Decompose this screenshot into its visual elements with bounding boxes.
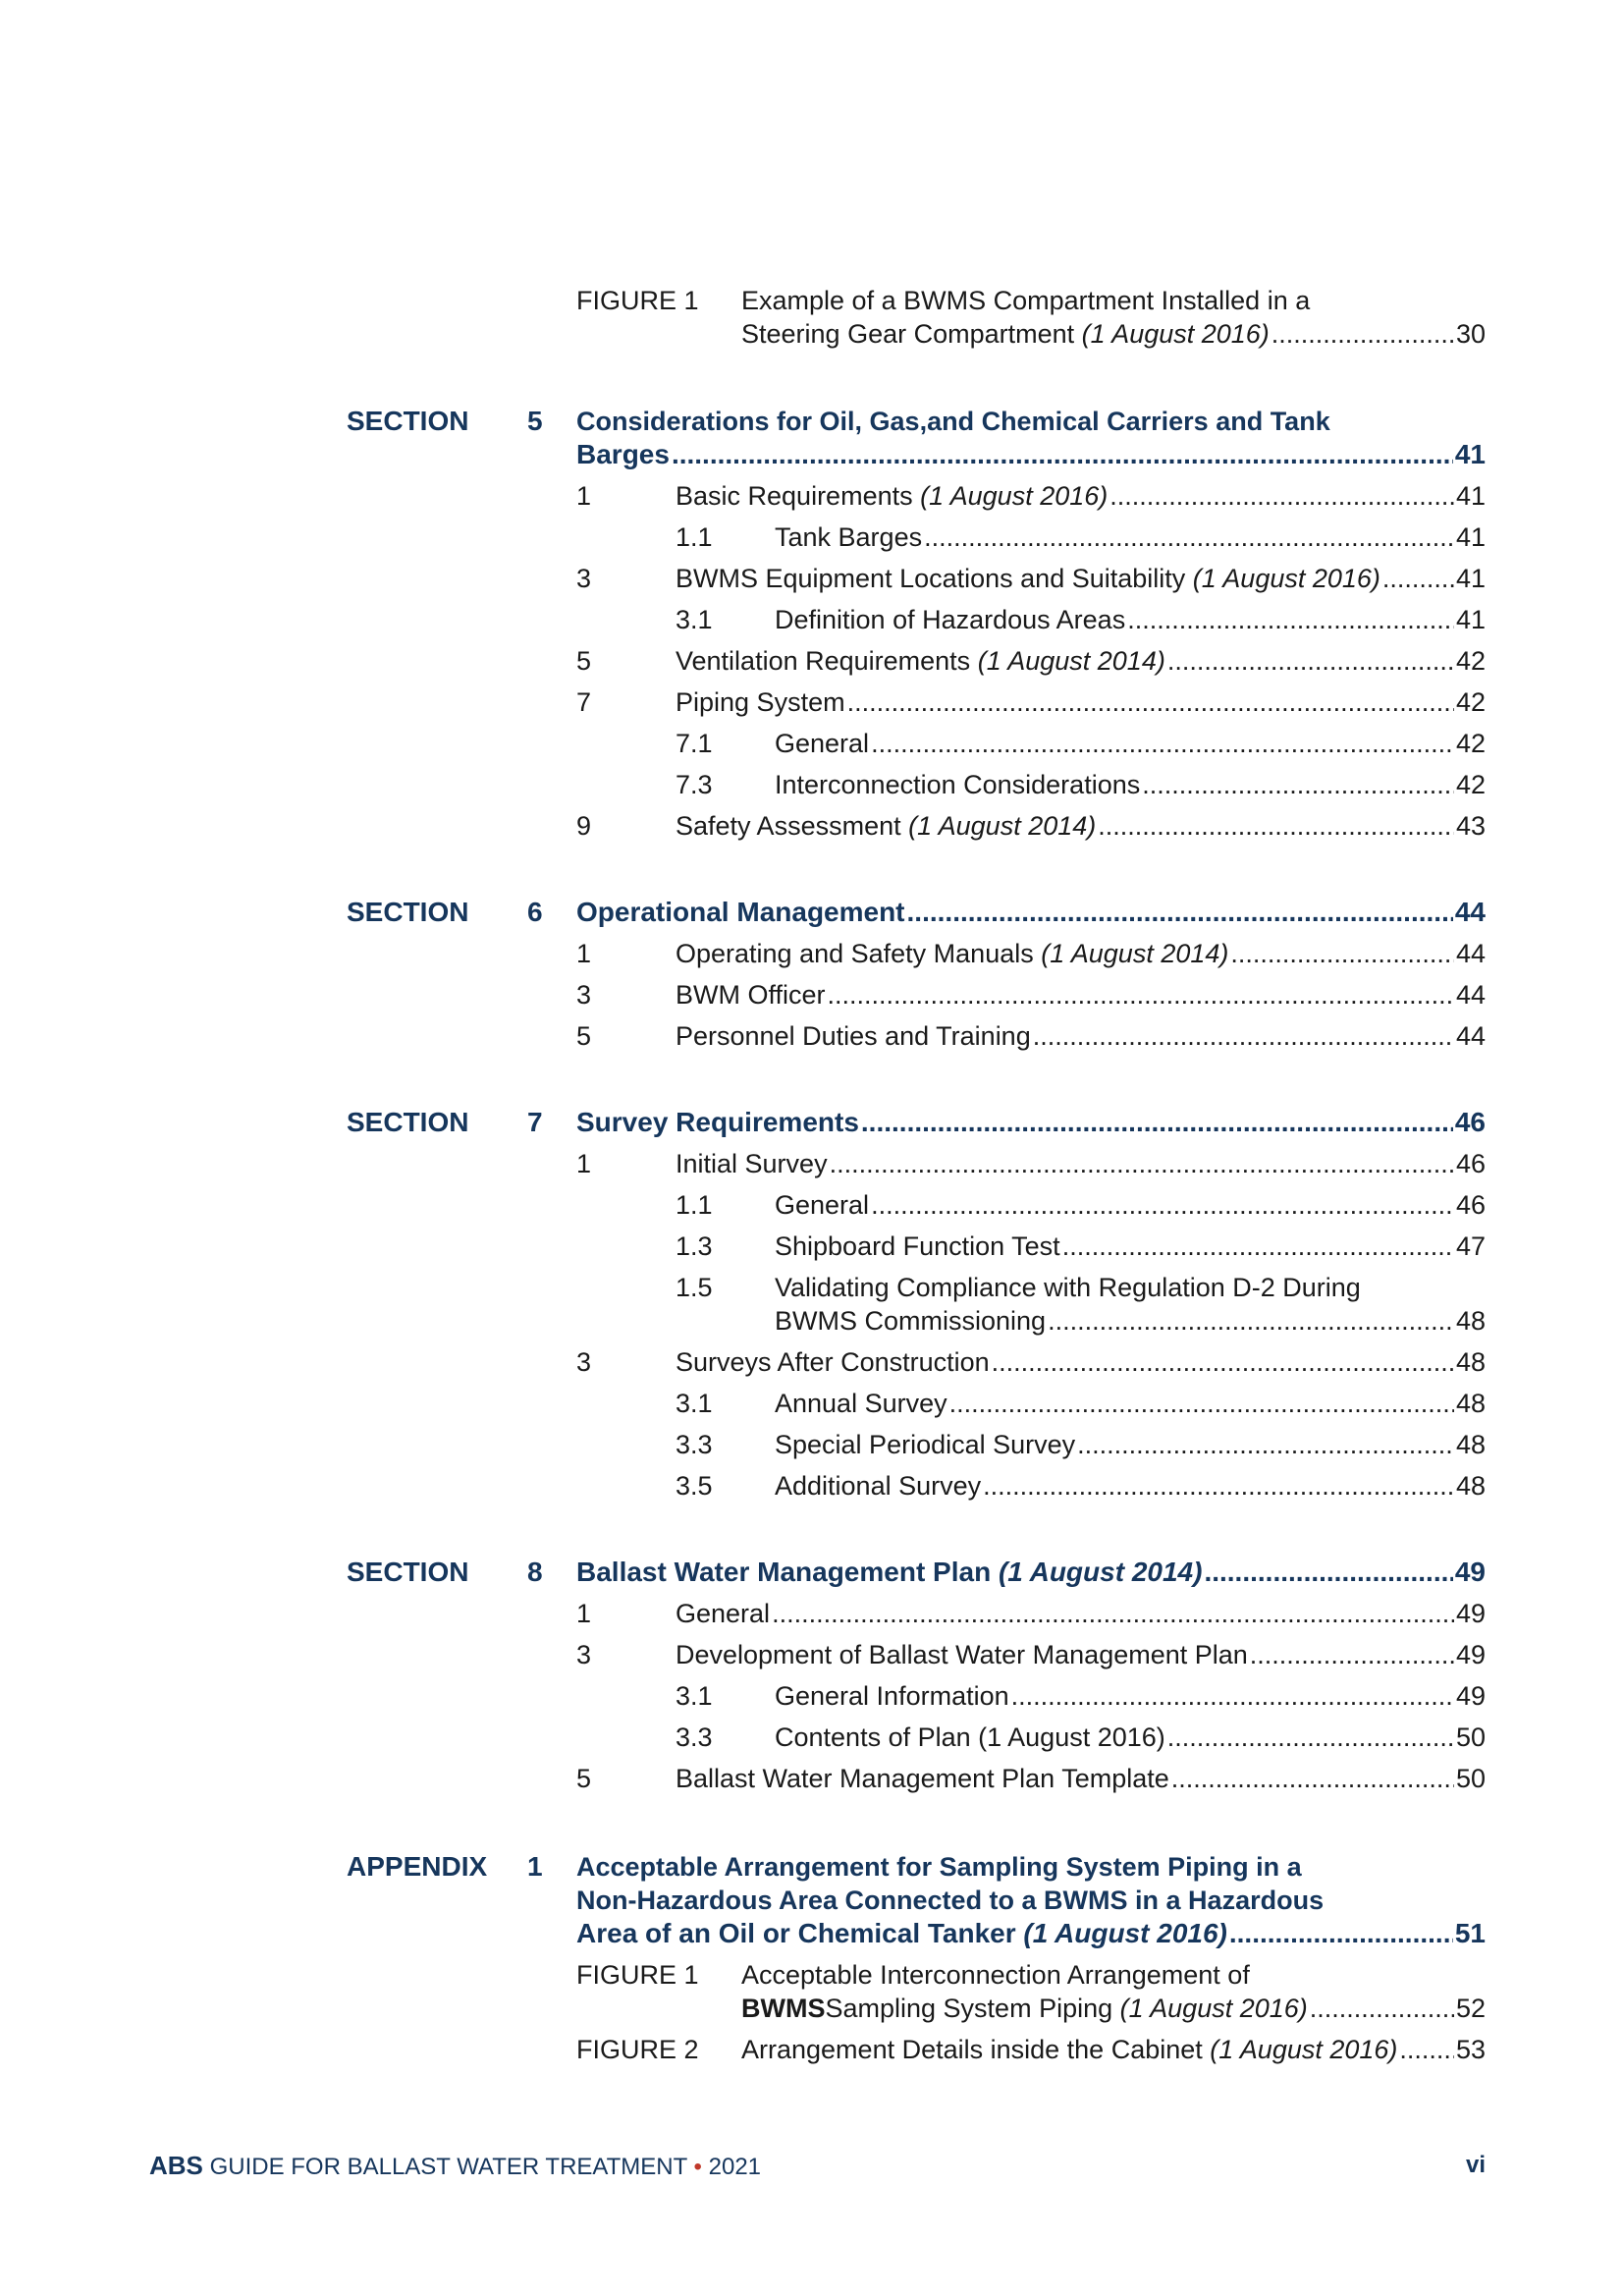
toc-entry-section-5[interactable] — [576, 438, 1486, 471]
entry-date: (1 August 2016) — [1081, 319, 1270, 349]
section-label: SECTION — [347, 406, 469, 436]
entry-date: (1 August 2016) — [920, 481, 1109, 511]
item-number: 3.1 — [676, 1389, 713, 1418]
entry-date: (1 August 2016) — [1210, 2035, 1398, 2064]
entry-text: Tank Barges — [775, 522, 923, 552]
leader-dots — [1250, 1638, 1454, 1671]
leader-dots — [1077, 1428, 1454, 1461]
entry-text: Ventilation Requirements — [676, 646, 971, 676]
item-number: 1.1 — [676, 522, 713, 552]
page-number: 44 — [1455, 980, 1486, 1010]
entry-text: Annual Survey — [775, 1389, 947, 1418]
item-number: 1 — [576, 1149, 592, 1178]
page-number: 49 — [1455, 1640, 1486, 1669]
page-number: 30 — [1455, 319, 1486, 349]
toc-entry-figure-1[interactable] — [741, 317, 1486, 351]
entry-text: BWMS Equipment Locations and Suitability — [676, 564, 1186, 593]
toc-entry[interactable] — [775, 1679, 1486, 1713]
appendix-title-line1: Acceptable Arrangement for Sampling System Piping in a — [576, 1852, 1302, 1882]
leader-dots — [1399, 2033, 1454, 2066]
page-number: 50 — [1455, 1722, 1486, 1752]
toc-entry[interactable] — [775, 1230, 1486, 1263]
page-number: 53 — [1455, 2035, 1486, 2064]
toc-entry[interactable] — [676, 685, 1486, 719]
page-number: 49 — [1454, 1557, 1486, 1587]
toc-entry-section-8[interactable] — [576, 1556, 1486, 1589]
item-number: 7.1 — [676, 729, 713, 758]
entry-text: Piping System — [676, 687, 845, 717]
item-number: 3.3 — [676, 1722, 713, 1752]
leader-dots — [1382, 562, 1454, 595]
leader-dots — [772, 1597, 1454, 1630]
section-label: SECTION — [347, 1107, 469, 1137]
toc-entry[interactable] — [775, 1721, 1486, 1754]
leader-dots — [1167, 644, 1454, 678]
toc-entry[interactable] — [775, 1428, 1486, 1461]
entry-text: General — [775, 729, 870, 758]
item-number: 3.3 — [676, 1430, 713, 1459]
toc-entry[interactable] — [775, 603, 1486, 636]
page-number: 43 — [1455, 811, 1486, 841]
entry-date: (1 August 2016) — [1192, 564, 1380, 593]
page-number: 48 — [1455, 1389, 1486, 1418]
page-number: 50 — [1455, 1764, 1486, 1793]
leader-dots — [672, 438, 1453, 471]
page-number: 48 — [1455, 1306, 1486, 1336]
leader-dots — [830, 1147, 1454, 1180]
page-number: 48 — [1455, 1471, 1486, 1501]
entry-text: Special Periodical Survey — [775, 1430, 1076, 1459]
leader-dots — [992, 1345, 1454, 1379]
entry-bold-text: BWMS — [741, 1994, 826, 2023]
page-number: 46 — [1455, 1149, 1486, 1178]
section-number: 8 — [527, 1557, 543, 1587]
entry-text: Sampling System Piping — [825, 1994, 1113, 2023]
item-number: 3.5 — [676, 1471, 713, 1501]
toc-entry[interactable] — [775, 768, 1486, 801]
section-label: SECTION — [347, 1557, 469, 1587]
item-number: 3.1 — [676, 1681, 713, 1711]
entry-text: Surveys After Construction — [676, 1347, 990, 1377]
entry-text: General Information — [775, 1681, 1009, 1711]
page-number: 49 — [1455, 1681, 1486, 1711]
page-number: 46 — [1455, 1190, 1486, 1220]
leader-dots — [1171, 1762, 1454, 1795]
entry-text: General — [676, 1599, 771, 1628]
entry-text: Personnel Duties and Training — [676, 1021, 1031, 1051]
item-number: 3 — [576, 564, 592, 593]
leader-dots — [1098, 809, 1454, 843]
section-title-line1: Considerations for Oil, Gas,and Chemical Carriers and Tank — [576, 407, 1330, 436]
page-number: 41 — [1455, 605, 1486, 634]
entry-text: Contents of Plan (1 August 2016) — [775, 1722, 1165, 1752]
page-number: 48 — [1455, 1347, 1486, 1377]
page-number: 51 — [1454, 1918, 1486, 1948]
item-number: 1 — [576, 939, 592, 968]
entry-date: (1 August 2014) — [977, 646, 1165, 676]
figure-label: FIGURE 1 — [576, 286, 699, 315]
footer-title — [149, 2151, 761, 2182]
page-number: 47 — [1455, 1231, 1486, 1261]
item-number: 1 — [576, 481, 592, 511]
toc-entry[interactable] — [775, 1387, 1486, 1420]
entry-text: Interconnection Considerations — [775, 770, 1141, 799]
leader-dots — [907, 896, 1453, 929]
entry-text: BWM Officer — [676, 980, 826, 1010]
section-number: 7 — [527, 1107, 543, 1137]
leader-dots — [828, 978, 1454, 1011]
page-number: 42 — [1455, 646, 1486, 676]
toc-entry[interactable] — [676, 644, 1486, 678]
entry-text: Safety Assessment — [676, 811, 901, 841]
toc-entry[interactable] — [676, 937, 1486, 970]
entry-date: (1 August 2014) — [1041, 939, 1229, 968]
section-title-line2: Barges — [576, 439, 670, 469]
item-number: 1.1 — [676, 1190, 713, 1220]
entry-text: Basic Requirements — [676, 481, 913, 511]
page-number: 42 — [1455, 729, 1486, 758]
page-number: 44 — [1455, 1021, 1486, 1051]
leader-dots — [1048, 1304, 1454, 1338]
page-number: 41 — [1455, 522, 1486, 552]
figure-title-line1: Example of a BWMS Compartment Installed in a — [741, 286, 1311, 315]
toc-entry[interactable] — [676, 479, 1486, 513]
item-number: 9 — [576, 811, 592, 841]
leader-dots — [847, 685, 1454, 719]
toc-entry[interactable] — [676, 1345, 1486, 1379]
page-number: 52 — [1455, 1994, 1486, 2023]
entry-date: (1 August 2014) — [908, 811, 1097, 841]
toc-entry-section-7[interactable] — [576, 1106, 1486, 1139]
guide-title: GUIDE FOR BALLAST WATER TREATMENT — [202, 2154, 694, 2180]
entry-text: Additional Survey — [775, 1471, 982, 1501]
toc-entry[interactable] — [775, 1469, 1486, 1503]
section-number: 5 — [527, 406, 543, 436]
leader-dots — [1011, 1679, 1454, 1713]
page-number: 48 — [1455, 1430, 1486, 1459]
toc-entry[interactable] — [775, 727, 1486, 760]
figure-title-line1: Acceptable Interconnection Arrangement of — [741, 1960, 1250, 1990]
toc-entry[interactable] — [775, 1304, 1486, 1338]
item-number: 5 — [576, 1764, 592, 1793]
leader-dots — [1271, 317, 1454, 351]
leader-dots — [871, 727, 1454, 760]
section-label: SECTION — [347, 897, 469, 927]
leader-dots — [1142, 768, 1454, 801]
figure-label: FIGURE 1 — [576, 1960, 699, 1990]
section-number: 6 — [527, 897, 543, 927]
leader-dots — [983, 1469, 1454, 1503]
leader-dots — [861, 1106, 1453, 1139]
toc-entry-appendix-1[interactable] — [576, 1917, 1486, 1950]
item-number: 1 — [576, 1599, 592, 1628]
page-number: 41 — [1455, 564, 1486, 593]
page-number: 42 — [1455, 770, 1486, 799]
appendix-label: APPENDIX — [347, 1851, 488, 1882]
item-number: 3 — [576, 980, 592, 1010]
page-number: 44 — [1454, 897, 1486, 927]
page-number: 42 — [1455, 687, 1486, 717]
appendix-title-line3: Area of an Oil or Chemical Tanker — [576, 1918, 1016, 1948]
entry-text: BWMS Commissioning — [775, 1306, 1047, 1336]
toc-entry[interactable] — [676, 1762, 1486, 1795]
bullet-separator: • — [693, 2154, 702, 2180]
item-number: 3 — [576, 1640, 592, 1669]
appendix-title-line2: Non-Hazardous Area Connected to a BWMS in a Hazardous — [576, 1886, 1325, 1915]
leader-dots — [1310, 1992, 1454, 2025]
leader-dots — [924, 520, 1454, 554]
toc-entry[interactable] — [676, 562, 1486, 595]
item-number: 3.1 — [676, 605, 713, 634]
leader-dots — [1127, 603, 1454, 636]
entry-text: Ballast Water Management Plan Template — [676, 1764, 1169, 1793]
page-number: 41 — [1454, 439, 1486, 469]
entry-text: Development of Ballast Water Management Plan — [676, 1640, 1248, 1669]
section-title: Operational Management — [576, 897, 905, 927]
entry-text: Operating and Safety Manuals — [676, 939, 1034, 968]
page-number: 44 — [1455, 939, 1486, 968]
section-title: Ballast Water Management Plan — [576, 1557, 992, 1587]
toc-entry[interactable] — [676, 1597, 1486, 1630]
entry-text: Definition of Hazardous Areas — [775, 605, 1126, 634]
toc-entry[interactable] — [676, 978, 1486, 1011]
toc-entry[interactable] — [676, 1147, 1486, 1180]
section-title: Survey Requirements — [576, 1107, 859, 1137]
year: 2021 — [701, 2154, 762, 2180]
item-number: 1.3 — [676, 1231, 713, 1261]
leader-dots — [949, 1387, 1454, 1420]
leader-dots — [1230, 937, 1454, 970]
leader-dots — [871, 1188, 1454, 1222]
item-number: 7.3 — [676, 770, 713, 799]
item-number: 1.5 — [676, 1273, 713, 1302]
item-number: 5 — [576, 1021, 592, 1051]
toc-entry[interactable] — [676, 1638, 1486, 1671]
leader-dots — [1109, 479, 1454, 513]
page-number: 41 — [1455, 481, 1486, 511]
leader-dots — [1229, 1917, 1453, 1950]
footer-page-number: vi — [1465, 2152, 1486, 2178]
appendix-number: 1 — [527, 1851, 543, 1882]
toc-entry-appendix-figure-2[interactable] — [741, 2033, 1486, 2066]
figure-label: FIGURE 2 — [576, 2035, 699, 2064]
toc-entry[interactable] — [676, 809, 1486, 843]
toc-entry[interactable] — [775, 1188, 1486, 1222]
toc-entry[interactable] — [676, 1019, 1486, 1053]
page-number: 46 — [1454, 1107, 1486, 1137]
toc-entry[interactable] — [775, 520, 1486, 554]
toc-entry-section-6[interactable] — [576, 896, 1486, 929]
item-number: 7 — [576, 687, 592, 717]
toc-entry-appendix-figure-1[interactable] — [741, 1992, 1486, 2025]
page-number: 49 — [1455, 1599, 1486, 1628]
item-number: 5 — [576, 646, 592, 676]
item-number: 3 — [576, 1347, 592, 1377]
entry-text: Shipboard Function Test — [775, 1231, 1060, 1261]
leader-dots — [1062, 1230, 1454, 1263]
appendix-title-date: (1 August 2016) — [1023, 1918, 1227, 1948]
entry-text: Initial Survey — [676, 1149, 828, 1178]
leader-dots — [1033, 1019, 1454, 1053]
entry-date: (1 August 2016) — [1119, 1994, 1308, 2023]
entry-text: General — [775, 1190, 870, 1220]
leader-dots — [1167, 1721, 1454, 1754]
abs-logo-text: ABS — [149, 2151, 203, 2180]
entry-text: Steering Gear Compartment — [741, 319, 1075, 349]
section-title-date: (1 August 2014) — [998, 1557, 1203, 1587]
entry-text: Arrangement Details inside the Cabinet — [741, 2035, 1203, 2064]
entry-text-line1: Validating Compliance with Regulation D-2 During — [775, 1273, 1361, 1302]
leader-dots — [1204, 1556, 1452, 1589]
